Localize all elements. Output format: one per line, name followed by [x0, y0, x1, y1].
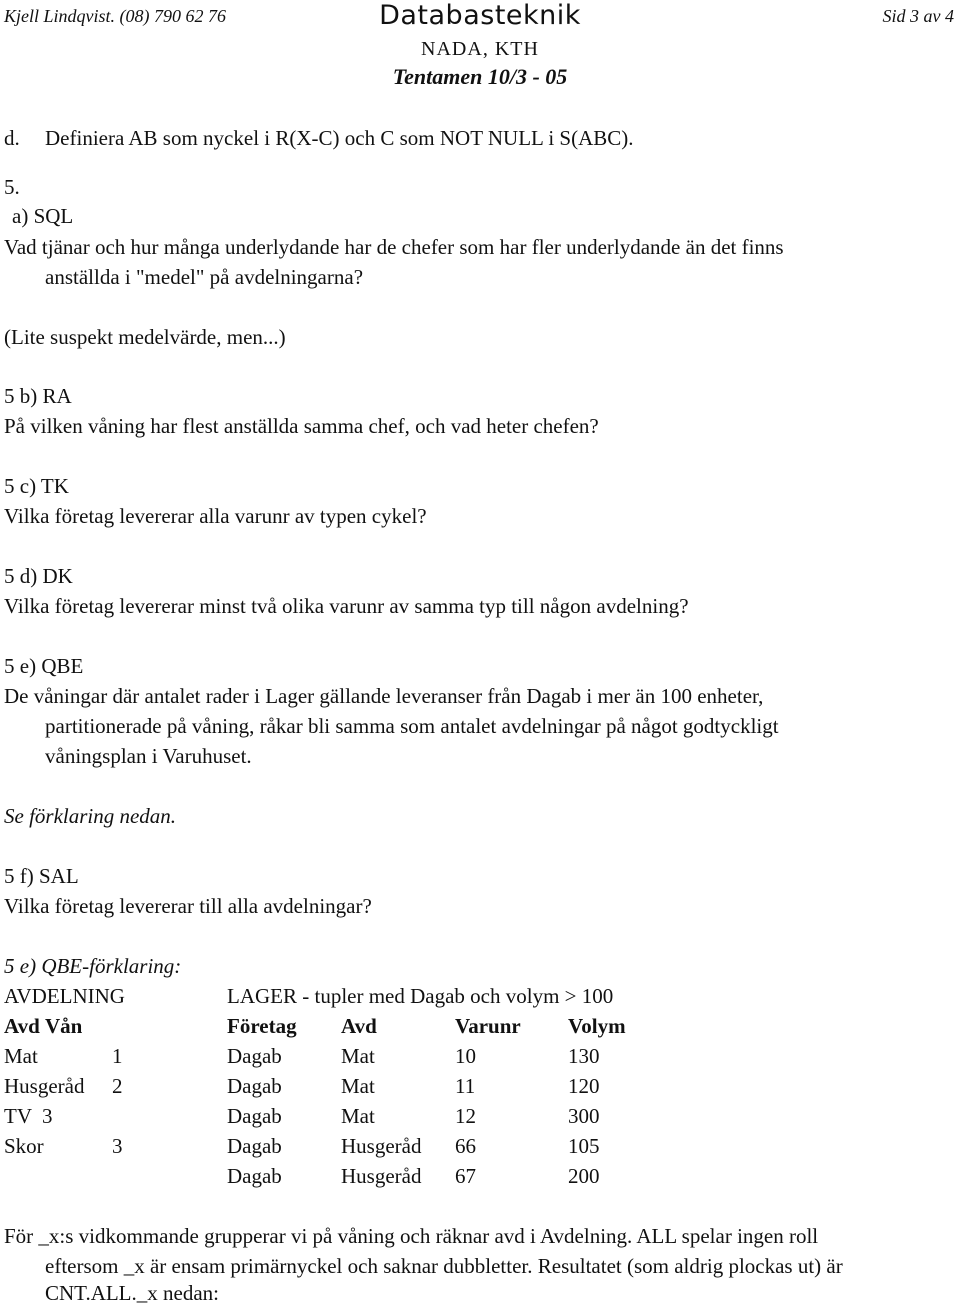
lager-cell-varunr: 66 [455, 1134, 476, 1158]
lager-header-foretag: Företag [227, 1014, 297, 1038]
lager-cell-varunr: 67 [455, 1164, 476, 1188]
lager-cell-avd: Mat [341, 1044, 375, 1068]
explanation-footer-line3: CNT.ALL._x nedan: [45, 1281, 219, 1305]
lager-cell-avd: Mat [341, 1104, 375, 1128]
lager-header-avd: Avd [341, 1014, 377, 1038]
explanation-heading: 5 e) QBE-förklaring: [4, 954, 182, 978]
exam-date: Tentamen 10/3 - 05 [392, 64, 568, 89]
lager-cell-foretag: Dagab [227, 1104, 282, 1128]
avdelning-table-title: AVDELNING [4, 984, 125, 1008]
lager-cell-varunr: 10 [455, 1044, 476, 1068]
lager-cell-varunr: 11 [455, 1074, 476, 1098]
lager-cell-foretag: Dagab [227, 1164, 282, 1188]
lager-cell-avd: Husgeråd [341, 1134, 422, 1158]
lager-cell-foretag: Dagab [227, 1044, 282, 1068]
avdelning-header-avd: Avd [4, 1014, 40, 1038]
explanation-footer-line2: eftersom _x är ensam primärnyckel och saknar dubbletter. Resultatet (som aldrig plockas ut) är [45, 1254, 843, 1278]
department-subtitle: NADA, KTH [421, 38, 539, 60]
course-title: Databasteknik [379, 0, 581, 31]
avdelning-header-van: Vån [45, 1014, 83, 1038]
explanation-footer-line1: För _x:s vidkommande grupperar vi på våning och räknar avd i Avdelning. ALL spelar ingen roll [4, 1224, 819, 1248]
question-5b-text: På vilken våning har flest anställda samma chef, och vad heter chefen? [4, 414, 599, 438]
lager-cell-volym: 120 [568, 1074, 600, 1098]
question-5f-heading: 5 f) SAL [4, 864, 79, 888]
author-contact: Kjell Lindqvist. (08) 790 62 76 [4, 6, 226, 26]
avdelning-cell-van: 2 [112, 1074, 123, 1098]
avdelning-cell-avd: Skor [4, 1134, 44, 1158]
question-5e-heading: 5 e) QBE [4, 654, 84, 678]
lager-header-volym: Volym [568, 1014, 626, 1038]
lager-cell-volym: 200 [568, 1164, 600, 1188]
question-5f-text: Vilka företag levererar till alla avdelningar? [4, 894, 372, 918]
question-5a-note: (Lite suspekt medelvärde, men...) [4, 325, 286, 349]
lager-cell-volym: 130 [568, 1044, 600, 1068]
question-5c-heading: 5 c) TK [4, 474, 69, 498]
question-5-number: 5. [4, 175, 20, 199]
lager-cell-volym: 105 [568, 1134, 600, 1158]
avdelning-cell-avd: Husgeråd [4, 1074, 85, 1098]
avdelning-cell-van: 1 [112, 1044, 123, 1068]
question-5e-see-note: Se förklaring nedan. [4, 804, 177, 828]
lager-table-title: LAGER - tupler med Dagab och volym > 100 [227, 984, 614, 1008]
avdelning-cell-van: 3 [42, 1104, 53, 1128]
question-5c-text: Vilka företag levererar alla varunr av typen cykel? [4, 504, 427, 528]
avdelning-cell-avd: Mat [4, 1044, 38, 1068]
lager-cell-avd: Husgeråd [341, 1164, 422, 1188]
item-d-label: d. [4, 126, 20, 150]
lager-cell-foretag: Dagab [227, 1074, 282, 1098]
lager-cell-volym: 300 [568, 1104, 600, 1128]
question-5a-line1: Vad tjänar och hur många underlydande har de chefer som har fler underlydande än det finns [4, 235, 784, 259]
question-5d-text: Vilka företag levererar minst två olika varunr av samma typ till någon avdelning? [4, 594, 689, 618]
question-5e-line3: våningsplan i Varuhuset. [45, 744, 252, 768]
question-5a-line2: anställda i "medel" på avdelningarna? [45, 265, 364, 289]
question-5e-line1: De våningar där antalet rader i Lager gällande leveranser från Dagab i mer än 100 enheter, [4, 684, 764, 708]
avdelning-cell-avd: TV [4, 1104, 32, 1128]
lager-header-varunr: Varunr [455, 1014, 521, 1038]
question-5b-heading: 5 b) RA [4, 384, 72, 408]
page-number: Sid 3 av 4 [882, 6, 954, 26]
question-5e-line2: partitionerade på våning, råkar bli samma som antalet avdelningar på något godtyckligt [45, 714, 779, 738]
lager-cell-foretag: Dagab [227, 1134, 282, 1158]
question-5a-heading: a) SQL [12, 204, 74, 228]
avdelning-cell-van: 3 [112, 1134, 123, 1158]
lager-cell-varunr: 12 [455, 1104, 476, 1128]
item-d-text: Definiera AB som nyckel i R(X-C) och C som NOT NULL i S(ABC). [45, 126, 634, 150]
question-5d-heading: 5 d) DK [4, 564, 73, 588]
lager-cell-avd: Mat [341, 1074, 375, 1098]
